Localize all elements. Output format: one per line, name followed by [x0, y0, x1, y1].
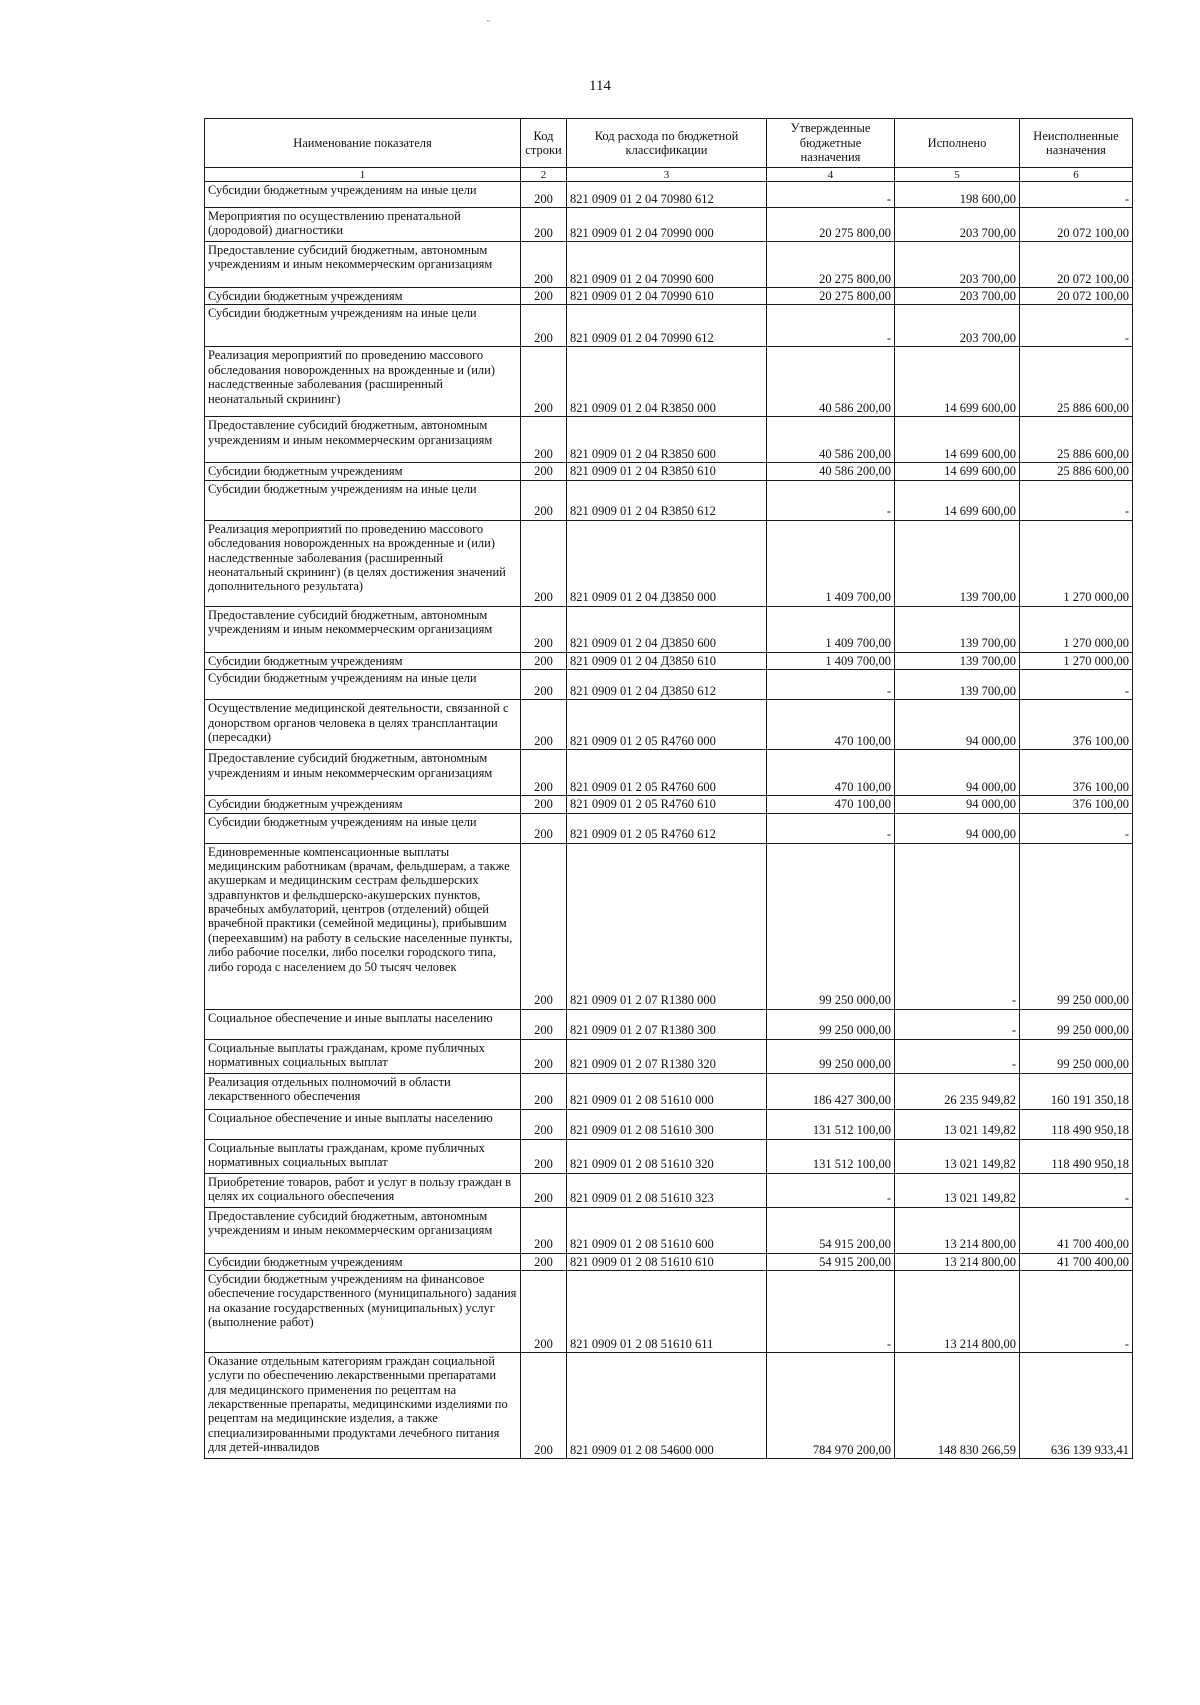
row-name: Субсидии бюджетным учреждениям на иные цели — [205, 813, 521, 843]
table-row — [205, 750, 1133, 796]
row-line-code: 200 — [521, 480, 567, 520]
page-number: 114 — [589, 78, 611, 94]
row-approved: - — [767, 480, 895, 520]
row-line-code: 200 — [521, 520, 567, 606]
row-approved: 1 409 700,00 — [767, 652, 895, 669]
row-unexecuted: 636 139 933,41 — [1020, 1352, 1133, 1458]
table-row — [205, 480, 1133, 520]
row-class-code: 821 0909 01 2 04 Д3850 000 — [567, 520, 767, 606]
row-name: Субсидии бюджетным учреждениям — [205, 288, 521, 305]
row-name: Субсидии бюджетным учреждениям — [205, 463, 521, 480]
row-class-code: 821 0909 01 2 08 51610 611 — [567, 1270, 767, 1352]
row-executed: 14 699 600,00 — [895, 347, 1020, 417]
row-unexecuted: 99 250 000,00 — [1020, 843, 1133, 1009]
row-executed: 14 699 600,00 — [895, 417, 1020, 463]
row-approved: - — [767, 670, 895, 700]
row-approved: - — [767, 1173, 895, 1207]
row-name: Субсидии бюджетным учреждениям на иные цели — [205, 305, 521, 347]
table-row — [205, 1073, 1133, 1109]
row-unexecuted: 1 270 000,00 — [1020, 652, 1133, 669]
row-unexecuted: - — [1020, 1173, 1133, 1207]
table-row — [205, 208, 1133, 242]
row-class-code: 821 0909 01 2 08 51610 600 — [567, 1207, 767, 1253]
table-row — [205, 463, 1133, 480]
row-executed: - — [895, 1009, 1020, 1039]
row-name: Субсидии бюджетным учреждениям на иные цели — [205, 480, 521, 520]
row-name: Субсидии бюджетным учреждениям на финансовое обеспечение государственного (муниципального) задания на оказание государственных (муниципальных) услуг (выполнение работ) — [205, 1270, 521, 1352]
row-approved: 131 512 100,00 — [767, 1139, 895, 1173]
row-unexecuted: 118 490 950,18 — [1020, 1139, 1133, 1173]
row-name: Реализация мероприятий по проведению массового обследования новорожденных на врожденные и (или) наследственные заболевания (расширенный неонатальный скрининг) (в целях достижения значений дополнительного результата) — [205, 520, 521, 606]
row-approved: 20 275 800,00 — [767, 242, 895, 288]
row-approved: 54 915 200,00 — [767, 1253, 895, 1270]
row-executed: 26 235 949,82 — [895, 1073, 1020, 1109]
row-executed: 13 021 149,82 — [895, 1173, 1020, 1207]
column-number: 4 — [767, 168, 895, 182]
table-row — [205, 417, 1133, 463]
row-line-code: 200 — [521, 1109, 567, 1139]
row-executed: - — [895, 843, 1020, 1009]
row-approved: 40 586 200,00 — [767, 347, 895, 417]
row-line-code: 200 — [521, 843, 567, 1009]
row-name: Субсидии бюджетным учреждениям на иные цели — [205, 670, 521, 700]
row-unexecuted: 1 270 000,00 — [1020, 606, 1133, 652]
row-name: Предоставление субсидий бюджетным, автономным учреждениям и иным некоммерческим организациям — [205, 1207, 521, 1253]
row-class-code: 821 0909 01 2 08 51610 000 — [567, 1073, 767, 1109]
row-unexecuted: 41 700 400,00 — [1020, 1253, 1133, 1270]
row-approved: 470 100,00 — [767, 750, 895, 796]
row-name: Предоставление субсидий бюджетным, автономным учреждениям и иным некоммерческим организациям — [205, 606, 521, 652]
column-number: 1 — [205, 168, 521, 182]
row-executed: 203 700,00 — [895, 288, 1020, 305]
table-row — [205, 796, 1133, 813]
row-line-code: 200 — [521, 1139, 567, 1173]
table-row — [205, 1009, 1133, 1039]
table-row — [205, 1253, 1133, 1270]
row-unexecuted: 160 191 350,18 — [1020, 1073, 1133, 1109]
row-name: Субсидии бюджетным учреждениям — [205, 1253, 521, 1270]
row-line-code: 200 — [521, 670, 567, 700]
row-line-code: 200 — [521, 182, 567, 208]
row-line-code: 200 — [521, 1253, 567, 1270]
row-unexecuted: 376 100,00 — [1020, 750, 1133, 796]
row-name: Приобретение товаров, работ и услуг в пользу граждан в целях их социального обеспечения — [205, 1173, 521, 1207]
row-approved: 784 970 200,00 — [767, 1352, 895, 1458]
row-class-code: 821 0909 01 2 08 51610 300 — [567, 1109, 767, 1139]
scan-artifact-mark: ᵕ — [487, 16, 490, 27]
row-unexecuted: 25 886 600,00 — [1020, 463, 1133, 480]
column-number: 5 — [895, 168, 1020, 182]
row-name: Социальное обеспечение и иные выплаты населению — [205, 1109, 521, 1139]
row-executed: 13 214 800,00 — [895, 1207, 1020, 1253]
row-line-code: 200 — [521, 1352, 567, 1458]
row-name: Предоставление субсидий бюджетным, автономным учреждениям и иным некоммерческим организациям — [205, 750, 521, 796]
row-approved: 186 427 300,00 — [767, 1073, 895, 1109]
row-line-code: 200 — [521, 305, 567, 347]
row-executed: - — [895, 1039, 1020, 1073]
row-name: Социальные выплаты гражданам, кроме публичных нормативных социальных выплат — [205, 1139, 521, 1173]
row-class-code: 821 0909 01 2 04 70990 000 — [567, 208, 767, 242]
row-executed: 139 700,00 — [895, 520, 1020, 606]
row-class-code: 821 0909 01 2 05 R4760 600 — [567, 750, 767, 796]
row-unexecuted: 20 072 100,00 — [1020, 288, 1133, 305]
row-unexecuted: 99 250 000,00 — [1020, 1039, 1133, 1073]
row-unexecuted: - — [1020, 670, 1133, 700]
row-class-code: 821 0909 01 2 04 R3850 600 — [567, 417, 767, 463]
row-approved: 20 275 800,00 — [767, 208, 895, 242]
header-name: Наименование показателя — [205, 119, 521, 168]
table-row — [205, 652, 1133, 669]
row-approved: 40 586 200,00 — [767, 417, 895, 463]
row-class-code: 821 0909 01 2 05 R4760 000 — [567, 700, 767, 750]
table-row — [205, 305, 1133, 347]
table-body — [205, 182, 1133, 1459]
row-line-code: 200 — [521, 463, 567, 480]
table-row — [205, 182, 1133, 208]
row-line-code: 200 — [521, 242, 567, 288]
row-approved: 54 915 200,00 — [767, 1207, 895, 1253]
row-unexecuted: - — [1020, 813, 1133, 843]
table-row — [205, 1173, 1133, 1207]
row-approved: - — [767, 182, 895, 208]
row-line-code: 200 — [521, 417, 567, 463]
row-line-code: 200 — [521, 347, 567, 417]
row-unexecuted: - — [1020, 1270, 1133, 1352]
row-approved: 1 409 700,00 — [767, 520, 895, 606]
column-number: 6 — [1020, 168, 1133, 182]
row-executed: 94 000,00 — [895, 700, 1020, 750]
column-number: 3 — [567, 168, 767, 182]
row-name: Мероприятия по осуществлению пренатальной (дородовой) диагностики — [205, 208, 521, 242]
row-class-code: 821 0909 01 2 08 51610 323 — [567, 1173, 767, 1207]
row-executed: 13 214 800,00 — [895, 1270, 1020, 1352]
row-executed: 94 000,00 — [895, 813, 1020, 843]
row-class-code: 821 0909 01 2 04 Д3850 600 — [567, 606, 767, 652]
row-class-code: 821 0909 01 2 07 R1380 320 — [567, 1039, 767, 1073]
row-executed: 139 700,00 — [895, 606, 1020, 652]
row-executed: 203 700,00 — [895, 208, 1020, 242]
header-executed: Исполнено — [895, 119, 1020, 168]
row-executed: 94 000,00 — [895, 796, 1020, 813]
row-unexecuted: 25 886 600,00 — [1020, 417, 1133, 463]
row-class-code: 821 0909 01 2 07 R1380 300 — [567, 1009, 767, 1039]
table-row — [205, 670, 1133, 700]
row-name: Субсидии бюджетным учреждениям — [205, 652, 521, 669]
row-approved: 131 512 100,00 — [767, 1109, 895, 1139]
table-row — [205, 813, 1133, 843]
row-unexecuted: 41 700 400,00 — [1020, 1207, 1133, 1253]
row-name: Социальное обеспечение и иные выплаты населению — [205, 1009, 521, 1039]
row-approved: 1 409 700,00 — [767, 606, 895, 652]
row-executed: 203 700,00 — [895, 242, 1020, 288]
row-line-code: 200 — [521, 796, 567, 813]
row-name: Социальные выплаты гражданам, кроме публичных нормативных социальных выплат — [205, 1039, 521, 1073]
row-class-code: 821 0909 01 2 04 R3850 612 — [567, 480, 767, 520]
row-approved: 99 250 000,00 — [767, 1039, 895, 1073]
table-row — [205, 700, 1133, 750]
row-approved: 99 250 000,00 — [767, 843, 895, 1009]
header-class-code: Код расхода по бюджетной классификации — [567, 119, 767, 168]
row-approved: 99 250 000,00 — [767, 1009, 895, 1039]
table-row — [205, 1352, 1133, 1458]
row-unexecuted: 20 072 100,00 — [1020, 242, 1133, 288]
row-name: Реализация отдельных полномочий в области лекарственного обеспечения — [205, 1073, 521, 1109]
row-unexecuted: - — [1020, 480, 1133, 520]
row-executed: 94 000,00 — [895, 750, 1020, 796]
row-executed: 14 699 600,00 — [895, 463, 1020, 480]
row-executed: 198 600,00 — [895, 182, 1020, 208]
header-unexecuted: Неисполненные назначения — [1020, 119, 1133, 168]
row-line-code: 200 — [521, 1173, 567, 1207]
row-class-code: 821 0909 01 2 04 70990 612 — [567, 305, 767, 347]
row-unexecuted: 25 886 600,00 — [1020, 347, 1133, 417]
row-class-code: 821 0909 01 2 08 54600 000 — [567, 1352, 767, 1458]
budget-execution-table — [204, 118, 1133, 1459]
table-row — [205, 1139, 1133, 1173]
table-row — [205, 242, 1133, 288]
row-unexecuted: 20 072 100,00 — [1020, 208, 1133, 242]
row-unexecuted: - — [1020, 305, 1133, 347]
row-name: Субсидии бюджетным учреждениям на иные цели — [205, 182, 521, 208]
row-name: Предоставление субсидий бюджетным, автономным учреждениям и иным некоммерческим организациям — [205, 242, 521, 288]
row-approved: 470 100,00 — [767, 796, 895, 813]
row-line-code: 200 — [521, 652, 567, 669]
row-name: Осуществление медицинской деятельности, связанной с донорством органов человека в целях трансплантации (пересадки) — [205, 700, 521, 750]
row-class-code: 821 0909 01 2 04 R3850 000 — [567, 347, 767, 417]
row-executed: 13 021 149,82 — [895, 1109, 1020, 1139]
table-row — [205, 288, 1133, 305]
row-line-code: 200 — [521, 700, 567, 750]
table-row — [205, 606, 1133, 652]
row-class-code: 821 0909 01 2 04 Д3850 612 — [567, 670, 767, 700]
row-unexecuted: 118 490 950,18 — [1020, 1109, 1133, 1139]
row-class-code: 821 0909 01 2 08 51610 320 — [567, 1139, 767, 1173]
row-line-code: 200 — [521, 288, 567, 305]
row-class-code: 821 0909 01 2 05 R4760 612 — [567, 813, 767, 843]
row-unexecuted: 1 270 000,00 — [1020, 520, 1133, 606]
table-row — [205, 1109, 1133, 1139]
row-class-code: 821 0909 01 2 04 Д3850 610 — [567, 652, 767, 669]
row-executed: 13 214 800,00 — [895, 1253, 1020, 1270]
row-line-code: 200 — [521, 606, 567, 652]
row-unexecuted: 99 250 000,00 — [1020, 1009, 1133, 1039]
row-executed: 139 700,00 — [895, 670, 1020, 700]
row-executed: 139 700,00 — [895, 652, 1020, 669]
row-class-code: 821 0909 01 2 04 70990 610 — [567, 288, 767, 305]
row-line-code: 200 — [521, 1009, 567, 1039]
header-line-code: Код строки — [521, 119, 567, 168]
table-row — [205, 843, 1133, 1009]
row-approved: - — [767, 813, 895, 843]
row-approved: 20 275 800,00 — [767, 288, 895, 305]
row-class-code: 821 0909 01 2 04 70990 600 — [567, 242, 767, 288]
row-line-code: 200 — [521, 208, 567, 242]
table-row — [205, 347, 1133, 417]
column-number: 2 — [521, 168, 567, 182]
row-class-code: 821 0909 01 2 08 51610 610 — [567, 1253, 767, 1270]
row-line-code: 200 — [521, 1270, 567, 1352]
column-number-row — [205, 168, 1133, 182]
row-line-code: 200 — [521, 750, 567, 796]
row-approved: - — [767, 305, 895, 347]
row-class-code: 821 0909 01 2 07 R1380 000 — [567, 843, 767, 1009]
row-unexecuted: - — [1020, 182, 1133, 208]
row-unexecuted: 376 100,00 — [1020, 700, 1133, 750]
table-header-row — [205, 119, 1133, 168]
row-class-code: 821 0909 01 2 05 R4760 610 — [567, 796, 767, 813]
row-name: Оказание отдельным категориям граждан социальной услуги по обеспечению лекарственными препаратами для медицинского применения по рецептам на лекарственные препараты, медицинскими изделиями по рецептам на медицинские изделия, а также специализированными продуктами лечебного питания для детей-инвалидов — [205, 1352, 521, 1458]
table-row — [205, 1270, 1133, 1352]
header-approved: Утвержденные бюджетные назначения — [767, 119, 895, 168]
row-name: Единовременные компенсационные выплаты медицинским работникам (врачам, фельдшерам, а также акушеркам и медицинским сестрам фельдшерских здравпунктов и фельдшерско-акушерских пунктов, врачебных амбулаторий, центров (отделений) общей врачебной практики (семейной медицины), прибывшим (переехавшим) на работу в сельские населенные пункты, либо рабочие поселки, либо поселки городского типа, либо города с населением до 50 тысяч человек — [205, 843, 521, 1009]
row-executed: 13 021 149,82 — [895, 1139, 1020, 1173]
row-line-code: 200 — [521, 1073, 567, 1109]
row-approved: 40 586 200,00 — [767, 463, 895, 480]
row-executed: 14 699 600,00 — [895, 480, 1020, 520]
row-unexecuted: 376 100,00 — [1020, 796, 1133, 813]
row-line-code: 200 — [521, 813, 567, 843]
row-name: Предоставление субсидий бюджетным, автономным учреждениям и иным некоммерческим организациям — [205, 417, 521, 463]
table-row — [205, 520, 1133, 606]
row-line-code: 200 — [521, 1207, 567, 1253]
row-name: Субсидии бюджетным учреждениям — [205, 796, 521, 813]
row-executed: 148 830 266,59 — [895, 1352, 1020, 1458]
row-class-code: 821 0909 01 2 04 R3850 610 — [567, 463, 767, 480]
row-approved: - — [767, 1270, 895, 1352]
table-row — [205, 1039, 1133, 1073]
row-approved: 470 100,00 — [767, 700, 895, 750]
row-line-code: 200 — [521, 1039, 567, 1073]
table-row — [205, 1207, 1133, 1253]
row-executed: 203 700,00 — [895, 305, 1020, 347]
row-class-code: 821 0909 01 2 04 70980 612 — [567, 182, 767, 208]
row-name: Реализация мероприятий по проведению массового обследования новорожденных на врожденные и (или) наследственные заболевания (расширенный неонатальный скрининг) — [205, 347, 521, 417]
